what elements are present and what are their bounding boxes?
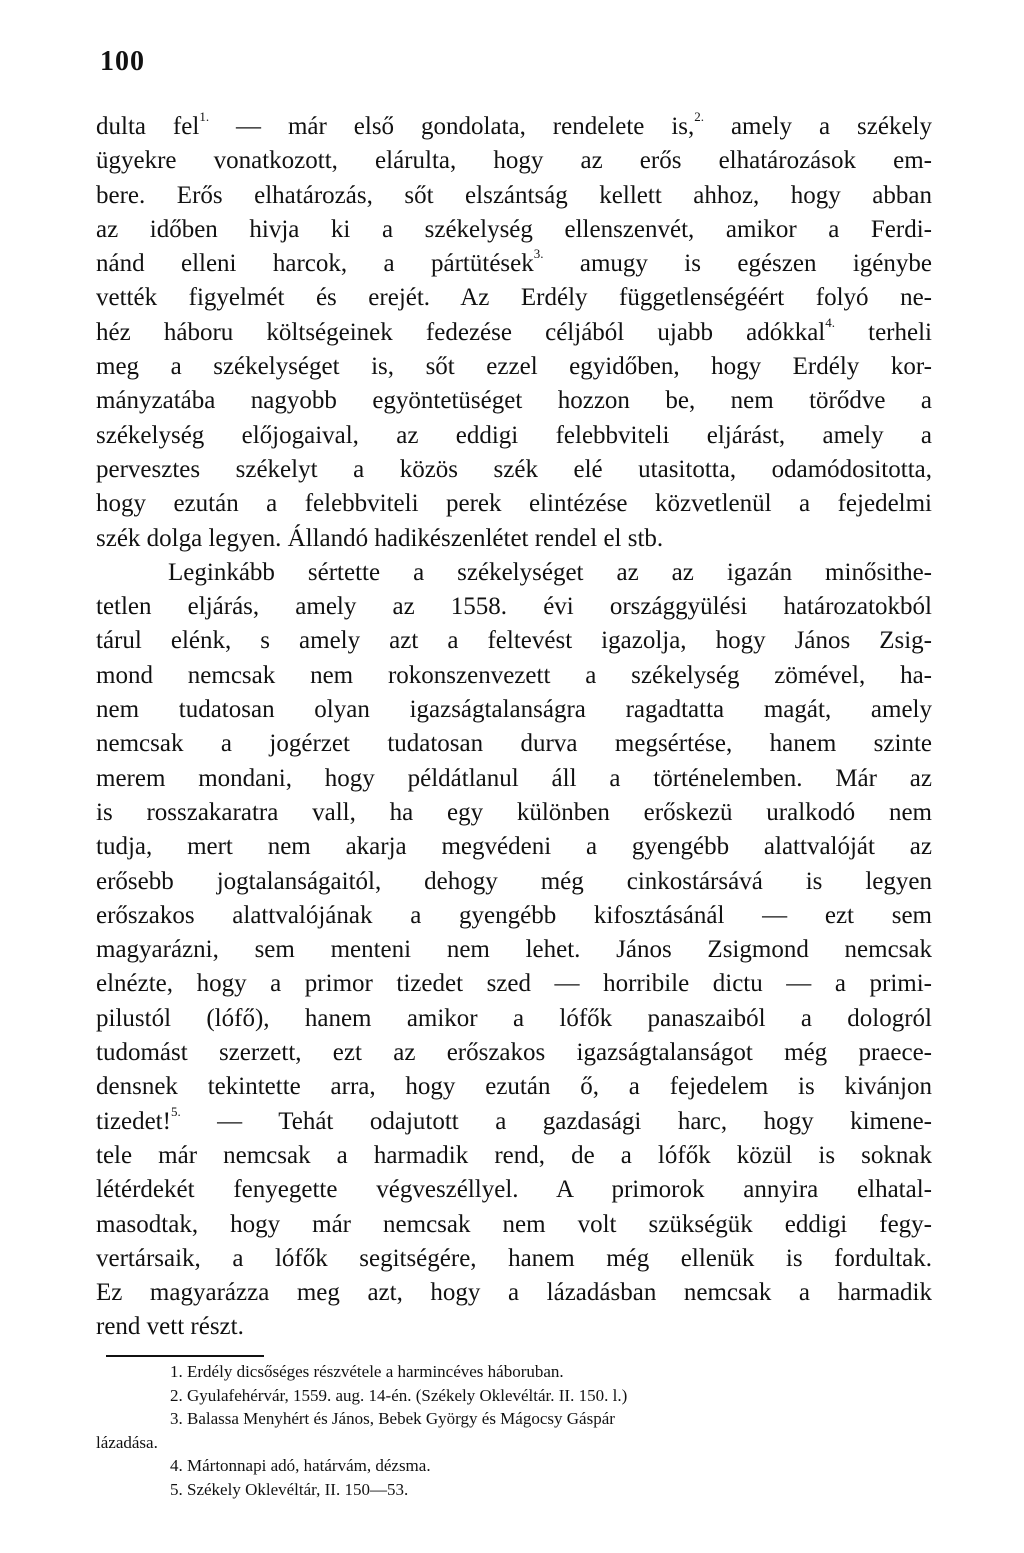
text-line: tetlen eljárás, amely az 1558. évi országgyülési határozatokból <box>96 593 932 621</box>
footnote <box>96 1478 932 1502</box>
text-line: elnézte, hogy a primor tizedet szed — horribile dictu — a primi- <box>96 970 932 998</box>
text-line: magyarázni, sem menteni nem lehet. János Zsigmond nemcsak <box>96 936 932 964</box>
footnote-ref: 5. <box>170 1104 181 1119</box>
text-run: amely a székely <box>704 113 932 140</box>
text-line: az időben hivja ki a székelység ellenszenvét, amikor a Ferdi- <box>96 215 932 243</box>
text-line: tele már nemcsak a harmadik rend, de a lófők közül is soknak <box>96 1141 932 1169</box>
text-line: tudomást szerzett, ezt az erőszakos igazságtalanságot még praece- <box>96 1039 932 1067</box>
footnotes <box>96 1360 932 1501</box>
text-run: tizedet! <box>96 1107 171 1135</box>
text-line: vették figyelmét és erejét. Az Erdély függetlenségéért folyó ne- <box>96 284 932 312</box>
footnote-ref: 1. <box>199 110 210 124</box>
footnote-text: 5. Székely Oklevéltár, II. 150—53. <box>170 1479 409 1499</box>
text-line: vertársaik, a lófők segitségére, hanem még ellenük is fordultak. <box>96 1244 932 1272</box>
text-run: — már első gondolata, rendelete is, <box>209 113 695 140</box>
text-line: pilustól (lófő), hanem amikor a lófők panaszaiból a dologról <box>96 1004 932 1032</box>
text-line: hogy ezután a felebbviteli perek elintézése közvetlenül a fejedelmi <box>96 490 932 518</box>
footnote-text: 1. Erdély dicsőséges részvétele a harmincéves háboruban. <box>170 1362 564 1381</box>
footnote-ref: 4. <box>825 315 835 330</box>
text-line <box>96 247 932 281</box>
text-line: tárul elénk, s amely azt a feltevést igazolja, hogy János Zsig- <box>96 627 932 655</box>
text-line: rend vett részt. <box>96 1313 244 1341</box>
text-line: szék dolga legyen. Állandó hadikészenlétet rendel el stb. <box>96 524 664 552</box>
footnote <box>96 1384 932 1408</box>
text-line: is rosszakaratra vall, ha egy különben erőskezü uralkodó nem <box>96 798 932 826</box>
text-line: mond nemcsak nem rokonszenvezett a székelység zömével, ha- <box>96 661 932 689</box>
text-run: nánd elleni harcok, a pártütések <box>96 250 534 278</box>
text-line <box>96 110 932 144</box>
footnote <box>96 1407 932 1431</box>
text-line: székelység előjogaival, az eddigi felebbviteli eljárást, amely a <box>96 421 932 449</box>
main-text <box>96 110 932 1345</box>
text-line: ügyekre vonatkozott, elárulta, hogy az erős elhatározások em- <box>96 147 932 175</box>
text-line: nemcsak a jogérzet tudatosan durva megsértése, hanem szinte <box>96 730 932 758</box>
text-run: amugy is egészen igénybe <box>543 250 932 278</box>
text-run: terheli <box>834 318 932 346</box>
text-line: létérdekét fenyegette végveszéllyel. A primorok annyira elhatal- <box>96 1176 932 1204</box>
text-run: héz háboru költségeinek fedezése céljából ujabb adókkal <box>96 318 826 346</box>
text-line <box>96 1105 932 1139</box>
footnote <box>96 1454 932 1478</box>
text-line: Ez magyarázza meg azt, hogy a lázadásban nemcsak a harmadik <box>96 1279 932 1307</box>
text-line: erőszakos alattvalójának a gyengébb kifosztásánál — ezt sem <box>96 901 932 929</box>
text-line: nem tudatosan olyan igazságtalanságra ragadtatta magát, amely <box>96 696 932 724</box>
footnote-divider <box>106 1355 264 1357</box>
footnote-ref: 2. <box>694 110 705 124</box>
footnote-continuation: lázadása. <box>96 1432 158 1452</box>
text-line: bere. Erős elhatározás, sőt elszántság kellett ahhoz, hogy abban <box>96 181 932 209</box>
text-line: erősebb jogtalanságaitól, dehogy még cinkostársává is legyen <box>96 867 932 895</box>
footnote-ref: 3. <box>533 247 544 262</box>
text-line: masodtak, hogy már nemcsak nem volt szükségük eddigi fegy- <box>96 1210 932 1238</box>
page-number: 100 <box>100 46 145 77</box>
text-line <box>96 316 932 350</box>
text-run: dulta fel <box>96 113 200 140</box>
text-line: meg a székelységet is, sőt ezzel egyidőben, hogy Erdély kor- <box>96 353 932 381</box>
footnote-text: 4. Mártonnapi adó, határvám, dézsma. <box>170 1456 431 1475</box>
text-run: — Tehát odajutott a gazdasági harc, hogy kimene- <box>180 1107 932 1135</box>
text-line: mányzatába nagyobb egyöntetüséget hozzon be, nem törődve a <box>96 387 932 415</box>
footnote-text: 2. Gyulafehérvár, 1559. aug. 14-én. (Székely Oklevéltár. II. 150. l.) <box>170 1385 628 1405</box>
text-line: pervesztes székelyt a közös szék elé utasitotta, odamódositotta, <box>96 455 932 483</box>
text-line: merem mondani, hogy példátlanul áll a történelemben. Már az <box>96 764 932 792</box>
text-line: tudja, mert nem akarja megvédeni a gyengébb alattvalóját az <box>96 833 932 861</box>
text-line: densnek tekintette arra, hogy ezután ő, a fejedelem is kivánjon <box>96 1073 932 1101</box>
footnote <box>96 1360 932 1384</box>
footnote-text: 3. Balassa Menyhért és János, Bebek György és Mágocsy Gáspár <box>170 1409 615 1428</box>
text-line: Leginkább sértette a székelységet az az igazán minősithe- <box>168 558 932 586</box>
